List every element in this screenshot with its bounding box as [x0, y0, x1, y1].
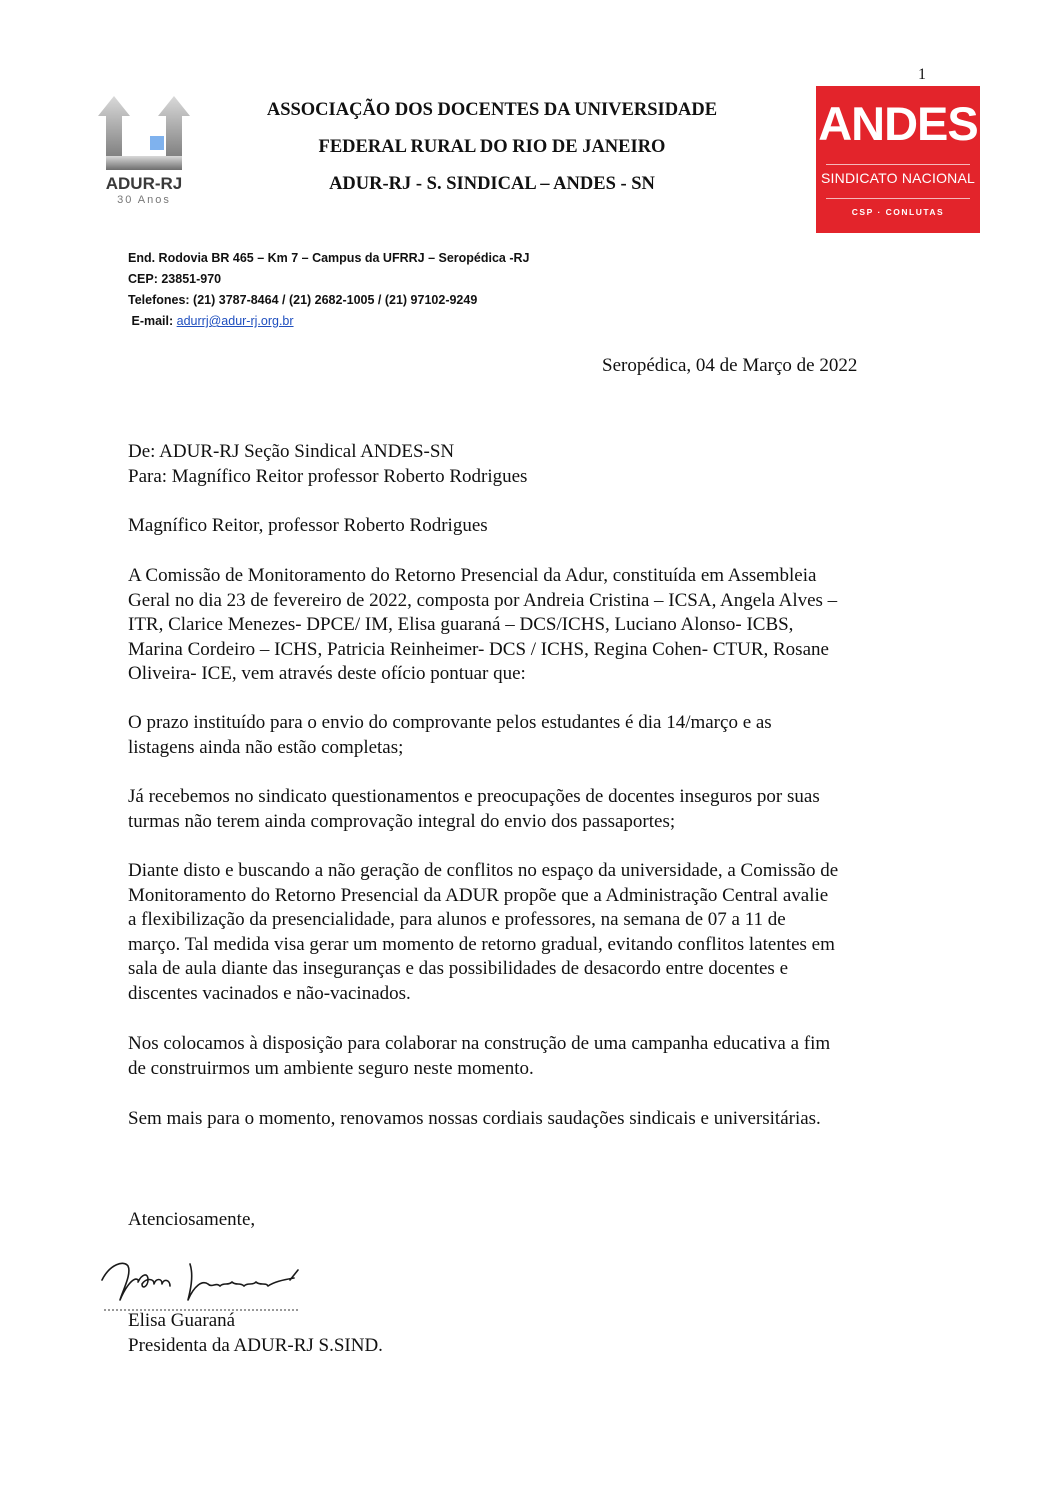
handwritten-signature	[98, 1252, 308, 1314]
contact-email-line	[128, 311, 530, 332]
paragraph-line: Monitoramento do Retorno Presencial da ADUR propõe que a Administração Central avalie	[128, 884, 829, 906]
andes-logo	[816, 86, 980, 233]
page-number: 1	[918, 66, 926, 83]
letter-date: Seropédica, 04 de Março de 2022	[602, 355, 858, 376]
letter-addressing	[128, 440, 928, 489]
paragraph-line: sala de aula diante das inseguranças e das possibilidades de desacordo entre docentes e	[128, 958, 788, 979]
paragraph-line: Diante disto e buscando a não geração de conflitos no espaço da universidade, a Comissão de	[128, 860, 839, 881]
contact-block	[128, 248, 530, 332]
paragraph-line: O prazo instituído para o envio do comprovante pelos estudantes é dia 14/março e as	[128, 712, 772, 733]
letterhead-title	[222, 92, 762, 203]
letter-salutation: Magnífico Reitor, professor Roberto Rodrigues	[128, 515, 488, 536]
letter-paragraph-1	[128, 564, 928, 687]
letter-paragraph-6: Sem mais para o momento, renovamos nossas cordiais saudações sindicais e universitárias.	[128, 1108, 821, 1129]
andes-logo-divider	[826, 164, 970, 165]
letterhead-line-1: ASSOCIAÇÃO DOS DOCENTES DA UNIVERSIDADE	[266, 100, 718, 120]
paragraph-line: Já recebemos no sindicato questionamentos e preocupações de docentes inseguros por suas	[128, 786, 820, 807]
letter-closing: Atenciosamente,	[128, 1209, 256, 1230]
letter-to: Para: Magnífico Reitor professor Roberto Rodrigues	[128, 465, 528, 487]
andes-logo-divider	[826, 198, 970, 199]
andes-logo-title: ANDES	[818, 97, 978, 150]
letter-paragraph-5	[128, 1032, 928, 1081]
paragraph-line: de construirmos um ambiente seguro neste momento.	[128, 1057, 534, 1079]
email-link[interactable]: adurrj@adur-rj.org.br	[176, 314, 294, 328]
letter-from: De: ADUR-RJ Seção Sindical ANDES-SN	[128, 441, 455, 462]
paragraph-line: Marina Cordeiro – ICHS, Patricia Reinheimer- DCS / ICHS, Regina Cohen- CTUR, Rosane	[128, 638, 829, 660]
paragraph-line: Geral no dia 23 de fevereiro de 2022, composta por Andreia Cristina – ICSA, Angela Alves –	[128, 589, 838, 611]
paragraph-line: março. Tal medida visa gerar um momento de retorno gradual, evitando conflitos latentes em	[128, 933, 835, 955]
adur-logo-name: ADUR-RJ	[105, 174, 183, 193]
letter-paragraph-3	[128, 785, 928, 834]
paragraph-line: listagens ainda não estão completas;	[128, 736, 404, 758]
letterhead-line-3: ADUR-RJ - S. SINDICAL – ANDES - SN	[329, 174, 655, 194]
contact-address: End. Rodovia BR 465 – Km 7 – Campus da UFRRJ – Seropédica -RJ	[128, 251, 530, 265]
paragraph-line: Nos colocamos à disposição para colaborar na construção de uma campanha educativa a fim	[128, 1033, 831, 1054]
letter-paragraph-4	[128, 859, 928, 1006]
paragraph-line: ITR, Clarice Menezes- DPCE/ IM, Elisa guaraná – DCS/ICHS, Luciano Alonso- ICBS,	[128, 614, 794, 635]
signature-block	[128, 1309, 928, 1358]
paragraph-line: A Comissão de Monitoramento do Retorno Presencial da Adur, constituída em Assembleia	[128, 565, 817, 586]
adur-logo-subtitle: 30 Anos	[117, 194, 171, 206]
adur-rj-logo	[92, 86, 196, 210]
contact-cep: CEP: 23851-970	[128, 272, 222, 286]
paragraph-line: discentes vacinados e não-vacinados.	[128, 982, 411, 1004]
adur-arch-icon	[92, 86, 196, 176]
letter-paragraph-2	[128, 711, 928, 760]
contact-phones: Telefones: (21) 3787-8464 / (21) 2682-1005 / (21) 97102-9249	[128, 293, 478, 307]
andes-logo-footer: CSP · CONLUTAS	[851, 207, 945, 217]
signer-name: Elisa Guaraná	[128, 1310, 236, 1331]
paragraph-line: turmas não terem ainda comprovação integral do envio dos passaportes;	[128, 810, 676, 832]
andes-logo-subtitle: SINDICATO NACIONAL	[821, 170, 975, 186]
paragraph-line: a flexibilização da presencialidade, para alunos e professores, na semana de 07 a 11 de	[128, 909, 786, 930]
paragraph-line: Oliveira- ICE, vem através deste ofício pontuar que:	[128, 663, 526, 684]
letterhead-line-2: FEDERAL RURAL DO RIO DE JANEIRO	[318, 137, 666, 157]
contact-email-label: E-mail:	[131, 314, 177, 328]
signer-title: Presidenta da ADUR-RJ S.SIND.	[128, 1334, 383, 1356]
